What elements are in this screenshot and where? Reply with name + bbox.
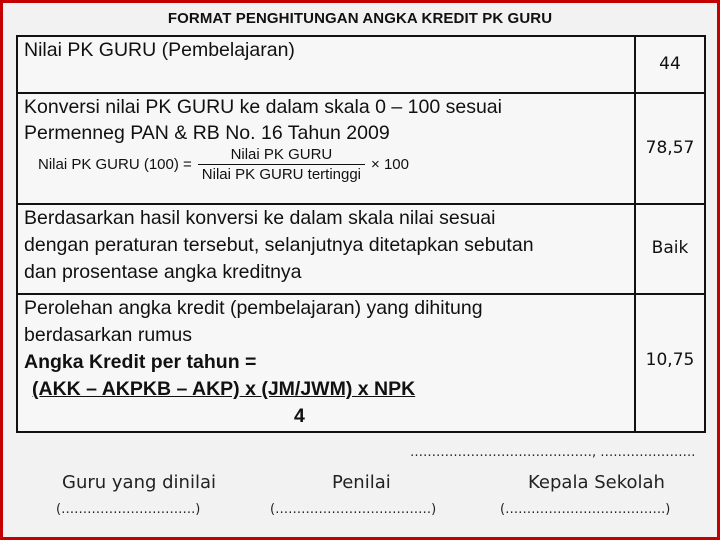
formula-multiplier: × 100 [371,156,409,173]
row-4-value: 10,75 [645,350,695,370]
row-3-value: Baik [651,238,689,258]
formula-numerator: Nilai PK GURU [230,146,333,163]
row-3-line2: dengan peraturan tersebut, selanjutnya ditetapkan sebutan [24,234,534,256]
row-2-label-line1: Konversi nilai PK GURU ke dalam skala 0 – 100 sesuai [24,96,502,118]
row-4-line1: Perolehan angka kredit (pembelajaran) yang dihitung [24,297,483,319]
signature-role-teacher: Guru yang dinilai [62,472,216,493]
row-4-line2: berdasarkan rumus [24,324,192,346]
formula-denominator: Nilai PK GURU tertinggi [198,164,365,183]
formula-lhs: Nilai PK GURU (100) = [38,156,192,173]
signature-blank-principal: (……………………………….) [500,502,671,517]
signature-role-principal: Kepala Sekolah [528,472,665,493]
row-3-line1: Berdasarkan hasil konversi ke dalam skala nilai sesuai [24,207,496,229]
row-1-value: 44 [659,54,681,74]
row-4-line3: Angka Kredit per tahun = [24,351,257,373]
page-title: FORMAT PENGHITUNGAN ANGKA KREDIT PK GURU [167,10,553,27]
row-4-line4: (AKK – AKPKB – AKP) x (JM/JWM) x NPK [32,378,416,400]
row-2-value: 78,57 [645,138,695,158]
conversion-formula [38,146,409,183]
signature-blank-teacher: (………………………….) [56,502,201,517]
row-1-label: Nilai PK GURU (Pembelajaran) [24,39,295,61]
row-3-line3: dan prosentase angka kreditnya [24,261,302,283]
row-4-line5: 4 [294,405,305,427]
signature-role-assessor: Penilai [332,472,391,493]
place-date-line: ……………………………………, …………………. [410,445,696,460]
row-2-label-line2: Permenneg PAN & RB No. 16 Tahun 2009 [24,122,390,144]
signature-blank-assessor: (………………………………) [270,502,437,517]
formula-fraction [198,146,365,183]
